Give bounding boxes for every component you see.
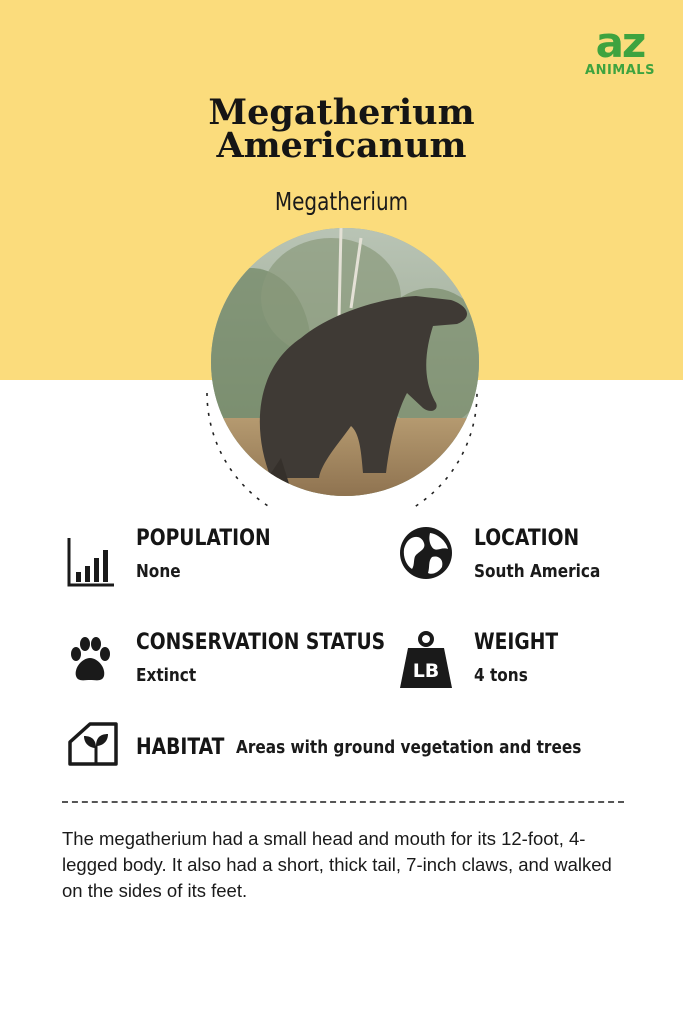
az-animals-logo[interactable]: [578, 18, 662, 78]
location-stat: [474, 526, 623, 585]
conservation-stat: [136, 630, 429, 689]
common-name: Megatherium: [274, 187, 409, 216]
house-plant-icon: [66, 720, 122, 768]
conservation-value: Extinct: [136, 665, 197, 686]
page-title: [0, 92, 683, 166]
description-text: The megatherium had a small head and mouth for its 12-foot, 4-legged body. It also had a short, thick tail, 7-inch claws, and walked on the sides of its feet.: [62, 828, 612, 901]
location-label: LOCATION: [474, 526, 580, 551]
habitat-value: Areas with ground vegetation and trees: [236, 737, 582, 758]
title-line-1: Megatherium: [208, 92, 475, 133]
svg-text:LB: LB: [412, 660, 440, 682]
logo-wordmark: ANIMALS: [585, 63, 655, 78]
weight-label: WEIGHT: [474, 630, 559, 655]
population-stat: [136, 526, 294, 585]
section-divider: [62, 801, 624, 803]
population-value: None: [136, 561, 181, 582]
photo-illustration: [211, 228, 479, 496]
weight-value: 4 tons: [474, 665, 528, 686]
weight-stat: [474, 630, 573, 689]
paw-icon: [66, 636, 114, 684]
title-line-2: Americanum: [216, 125, 467, 166]
photo-frame: [203, 228, 483, 508]
location-value: South America: [474, 561, 601, 582]
habitat-label: HABITAT: [136, 735, 225, 760]
population-label: POPULATION: [136, 526, 271, 551]
bar-chart-icon: [66, 536, 116, 588]
megatherium-photo: [211, 228, 479, 496]
habitat-stat: [136, 735, 240, 761]
globe-icon: [398, 525, 454, 581]
weight-lb-icon: [398, 630, 454, 690]
logo-mark: az: [595, 18, 645, 67]
conservation-label: CONSERVATION STATUS: [136, 630, 386, 655]
